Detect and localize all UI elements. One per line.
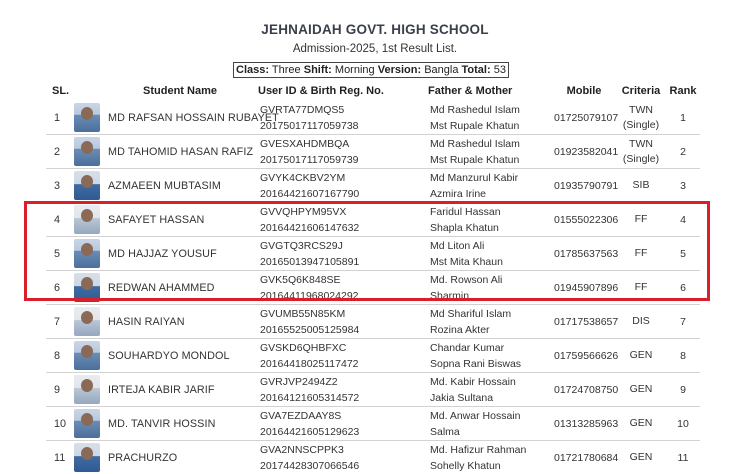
table-row bbox=[46, 373, 700, 407]
student-name: MD. TANVIR HOSSIN bbox=[102, 407, 258, 441]
student-name: SAFAYET HASSAN bbox=[102, 203, 258, 237]
mother-name: Jakia Sultana bbox=[430, 390, 550, 406]
mother-name: Sohelly Khatun bbox=[430, 458, 550, 474]
table-row bbox=[46, 101, 700, 135]
rank-value: 9 bbox=[666, 373, 700, 407]
school-title: JEHNAIDAH GOVT. HIGH SCHOOL bbox=[0, 22, 750, 37]
version-value: Bangla bbox=[424, 64, 458, 76]
birth-reg-no: 20164121605314572 bbox=[260, 390, 426, 406]
rank-value: 3 bbox=[666, 169, 700, 203]
father-name: Md. Anwar Hossain bbox=[430, 408, 550, 424]
birth-reg-no: 20164421606147632 bbox=[260, 220, 426, 236]
row-sl: 6 bbox=[46, 271, 72, 305]
col-sl: SL. bbox=[46, 81, 72, 101]
student-photo bbox=[72, 373, 102, 407]
id-cell bbox=[258, 441, 428, 474]
student-photo bbox=[72, 203, 102, 237]
row-sl: 2 bbox=[46, 135, 72, 169]
criteria-cell bbox=[616, 135, 666, 169]
col-criteria: Criteria bbox=[616, 81, 666, 101]
criteria-value: SIB bbox=[618, 178, 664, 193]
mobile-number: 01785637563 bbox=[552, 237, 616, 271]
id-cell bbox=[258, 305, 428, 339]
table-row bbox=[46, 339, 700, 373]
student-photo-icon bbox=[74, 307, 100, 336]
parents-cell bbox=[428, 441, 552, 474]
col-rank: Rank bbox=[666, 81, 700, 101]
mobile-number: 01724708750 bbox=[552, 373, 616, 407]
student-name: PRACHURZO bbox=[102, 441, 258, 474]
father-name: Md Rashedul Islam bbox=[430, 136, 550, 152]
student-name: HASIN RAIYAN bbox=[102, 305, 258, 339]
mother-name: Azmira Irine bbox=[430, 186, 550, 202]
student-photo bbox=[72, 407, 102, 441]
student-photo-icon bbox=[74, 375, 100, 404]
id-cell bbox=[258, 237, 428, 271]
father-name: Md Manzurul Kabir bbox=[430, 170, 550, 186]
birth-reg-no: 20164418025117472 bbox=[260, 356, 426, 372]
id-cell bbox=[258, 373, 428, 407]
criteria-value: FF bbox=[618, 246, 664, 261]
student-photo bbox=[72, 237, 102, 271]
user-id: GVESXAHDMBQA bbox=[260, 136, 426, 152]
rank-value: 1 bbox=[666, 101, 700, 135]
criteria-value: FF bbox=[618, 280, 664, 295]
student-name: MD HAJJAZ YOUSUF bbox=[102, 237, 258, 271]
criteria-note: (Single) bbox=[618, 152, 664, 167]
mother-name: Mst Rupale Khatun bbox=[430, 152, 550, 168]
parents-cell bbox=[428, 101, 552, 135]
table-row bbox=[46, 441, 700, 474]
student-photo-icon bbox=[74, 205, 100, 234]
id-cell bbox=[258, 339, 428, 373]
criteria-value: GEN bbox=[618, 416, 664, 431]
col-parents: Father & Mother bbox=[428, 81, 552, 101]
criteria-cell bbox=[616, 373, 666, 407]
birth-reg-no: 20165013947105891 bbox=[260, 254, 426, 270]
criteria-value: FF bbox=[618, 212, 664, 227]
father-name: Md. Kabir Hossain bbox=[430, 374, 550, 390]
father-name: Md Shariful Islam bbox=[430, 306, 550, 322]
student-photo-icon bbox=[74, 103, 100, 132]
parents-cell bbox=[428, 203, 552, 237]
criteria-value: TWN bbox=[618, 137, 664, 152]
class-label: Class: bbox=[236, 64, 269, 76]
criteria-note: (Single) bbox=[618, 118, 664, 133]
student-photo bbox=[72, 305, 102, 339]
rank-value: 8 bbox=[666, 339, 700, 373]
table-row bbox=[46, 203, 700, 237]
mobile-number: 01725079107 bbox=[552, 101, 616, 135]
table-row bbox=[46, 407, 700, 441]
id-cell bbox=[258, 169, 428, 203]
user-id: GVUMB55N85KM bbox=[260, 306, 426, 322]
user-id: GVA2NNSCPPK3 bbox=[260, 442, 426, 458]
rank-value: 7 bbox=[666, 305, 700, 339]
table-row bbox=[46, 135, 700, 169]
id-cell bbox=[258, 407, 428, 441]
parents-cell bbox=[428, 237, 552, 271]
rank-value: 10 bbox=[666, 407, 700, 441]
student-name: REDWAN AHAMMED bbox=[102, 271, 258, 305]
parents-cell bbox=[428, 339, 552, 373]
shift-label: Shift: bbox=[304, 64, 332, 76]
criteria-value: GEN bbox=[618, 450, 664, 465]
student-name: IRTEJA KABIR JARIF bbox=[102, 373, 258, 407]
mother-name: Mst Rupale Khatun bbox=[430, 118, 550, 134]
table-row bbox=[46, 169, 700, 203]
row-sl: 5 bbox=[46, 237, 72, 271]
version-label: Version: bbox=[378, 64, 421, 76]
father-name: Md Rashedul Islam bbox=[430, 102, 550, 118]
user-id: GVYK4CKBV2YM bbox=[260, 170, 426, 186]
mobile-number: 01945907896 bbox=[552, 271, 616, 305]
mother-name: Shapla Khatun bbox=[430, 220, 550, 236]
table-row bbox=[46, 271, 700, 305]
criteria-cell bbox=[616, 305, 666, 339]
birth-reg-no: 20174428307066546 bbox=[260, 458, 426, 474]
result-table bbox=[46, 81, 700, 474]
birth-reg-no: 20164421605129623 bbox=[260, 424, 426, 440]
row-sl: 4 bbox=[46, 203, 72, 237]
student-photo-icon bbox=[74, 443, 100, 472]
birth-reg-no: 20175017117059738 bbox=[260, 118, 426, 134]
mobile-number: 01935790791 bbox=[552, 169, 616, 203]
student-photo-icon bbox=[74, 341, 100, 370]
col-user-id: User ID & Birth Reg. No. bbox=[258, 81, 428, 101]
row-sl: 7 bbox=[46, 305, 72, 339]
mother-name: Sharmin bbox=[430, 288, 550, 304]
mobile-number: 01717538657 bbox=[552, 305, 616, 339]
shift-value: Morning bbox=[335, 64, 375, 76]
student-photo-icon bbox=[74, 409, 100, 438]
student-photo bbox=[72, 169, 102, 203]
father-name: Md. Rowson Ali bbox=[430, 272, 550, 288]
student-photo bbox=[72, 271, 102, 305]
col-photo bbox=[72, 81, 102, 101]
table-row bbox=[46, 305, 700, 339]
table-row bbox=[46, 237, 700, 271]
user-id: GVGTQ3RCS29J bbox=[260, 238, 426, 254]
mobile-number: 01313285963 bbox=[552, 407, 616, 441]
student-photo-icon bbox=[74, 171, 100, 200]
student-name: SOUHARDYO MONDOL bbox=[102, 339, 258, 373]
student-photo-icon bbox=[74, 273, 100, 302]
student-name: AZMAEEN MUBTASIM bbox=[102, 169, 258, 203]
student-photo bbox=[72, 135, 102, 169]
user-id: GVRTA77DMQS5 bbox=[260, 102, 426, 118]
birth-reg-no: 20164421607167790 bbox=[260, 186, 426, 202]
rank-value: 11 bbox=[666, 441, 700, 474]
criteria-value: DIS bbox=[618, 314, 664, 329]
rank-value: 6 bbox=[666, 271, 700, 305]
row-sl: 8 bbox=[46, 339, 72, 373]
birth-reg-no: 20175017117059739 bbox=[260, 152, 426, 168]
total-label: Total: bbox=[462, 64, 491, 76]
mobile-number: 01923582041 bbox=[552, 135, 616, 169]
criteria-value: TWN bbox=[618, 103, 664, 118]
criteria-cell bbox=[616, 407, 666, 441]
parents-cell bbox=[428, 169, 552, 203]
father-name: Md Liton Ali bbox=[430, 238, 550, 254]
class-info-box bbox=[233, 62, 509, 78]
result-subtitle: Admission-2025, 1st Result List. bbox=[0, 43, 750, 55]
criteria-cell bbox=[616, 101, 666, 135]
criteria-value: GEN bbox=[618, 348, 664, 363]
parents-cell bbox=[428, 407, 552, 441]
id-cell bbox=[258, 203, 428, 237]
student-photo-icon bbox=[74, 137, 100, 166]
id-cell bbox=[258, 271, 428, 305]
parents-cell bbox=[428, 305, 552, 339]
row-sl: 3 bbox=[46, 169, 72, 203]
id-cell bbox=[258, 135, 428, 169]
col-mobile: Mobile bbox=[552, 81, 616, 101]
mobile-number: 01555022306 bbox=[552, 203, 616, 237]
user-id: GVRJVP2494Z2 bbox=[260, 374, 426, 390]
criteria-value: GEN bbox=[618, 382, 664, 397]
parents-cell bbox=[428, 373, 552, 407]
parents-cell bbox=[428, 135, 552, 169]
mother-name: Sopna Rani Biswas bbox=[430, 356, 550, 372]
rank-value: 5 bbox=[666, 237, 700, 271]
student-photo bbox=[72, 339, 102, 373]
father-name: Chandar Kumar bbox=[430, 340, 550, 356]
criteria-cell bbox=[616, 441, 666, 474]
criteria-cell bbox=[616, 203, 666, 237]
class-value: Three bbox=[272, 64, 301, 76]
father-name: Faridul Hassan bbox=[430, 204, 550, 220]
rank-value: 4 bbox=[666, 203, 700, 237]
row-sl: 11 bbox=[46, 441, 72, 474]
father-name: Md. Hafizur Rahman bbox=[430, 442, 550, 458]
mother-name: Salma bbox=[430, 424, 550, 440]
birth-reg-no: 20165525005125984 bbox=[260, 322, 426, 338]
user-id: GVSKD6QHBFXC bbox=[260, 340, 426, 356]
criteria-cell bbox=[616, 237, 666, 271]
table-header-row bbox=[46, 81, 700, 101]
total-value: 53 bbox=[494, 64, 506, 76]
criteria-cell bbox=[616, 339, 666, 373]
row-sl: 1 bbox=[46, 101, 72, 135]
rank-value: 2 bbox=[666, 135, 700, 169]
row-sl: 10 bbox=[46, 407, 72, 441]
student-photo bbox=[72, 441, 102, 474]
student-name: MD TAHOMID HASAN RAFIZ bbox=[102, 135, 258, 169]
mobile-number: 01721780684 bbox=[552, 441, 616, 474]
user-id: GVA7EZDAAY8S bbox=[260, 408, 426, 424]
parents-cell bbox=[428, 271, 552, 305]
criteria-cell bbox=[616, 271, 666, 305]
user-id: GVVQHPYM95VX bbox=[260, 204, 426, 220]
student-photo bbox=[72, 101, 102, 135]
id-cell bbox=[258, 101, 428, 135]
col-student-name: Student Name bbox=[102, 81, 258, 101]
user-id: GVK5Q6K848SE bbox=[260, 272, 426, 288]
mother-name: Mst Mita Khaun bbox=[430, 254, 550, 270]
mobile-number: 01759566626 bbox=[552, 339, 616, 373]
criteria-cell bbox=[616, 169, 666, 203]
mother-name: Rozina Akter bbox=[430, 322, 550, 338]
birth-reg-no: 20164411968024292 bbox=[260, 288, 426, 304]
student-name: MD RAFSAN HOSSAIN RUBAYET bbox=[102, 101, 258, 135]
row-sl: 9 bbox=[46, 373, 72, 407]
student-photo-icon bbox=[74, 239, 100, 268]
